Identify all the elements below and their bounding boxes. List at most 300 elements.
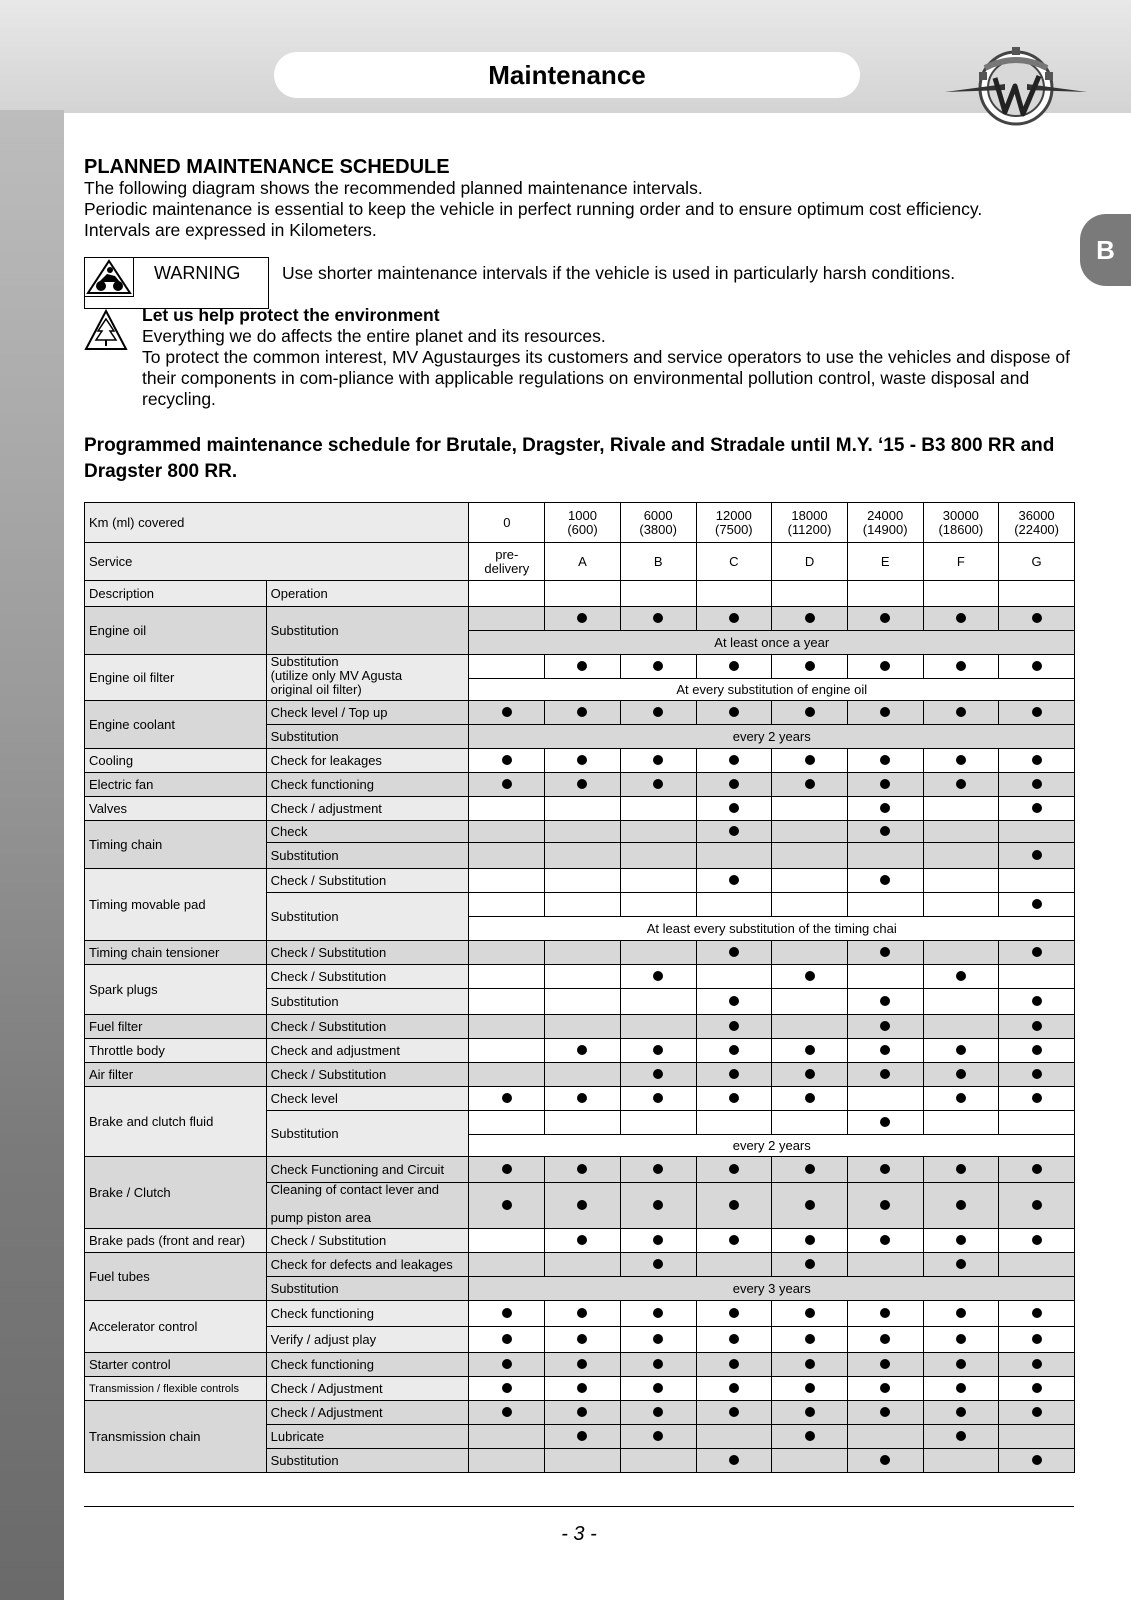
interval-cell-0 (469, 1301, 545, 1327)
interval-cell-6 (923, 1449, 999, 1473)
interval-cell-0 (469, 773, 545, 797)
check-dot-icon (880, 1235, 890, 1245)
interval-cell-1 (545, 1229, 621, 1253)
interval-cell-6 (923, 655, 999, 679)
check-dot-icon (577, 1359, 587, 1369)
check-dot-icon (577, 779, 587, 789)
interval-cell-3 (696, 1401, 772, 1425)
interval-cell-4 (772, 965, 848, 989)
check-dot-icon (729, 1021, 739, 1031)
warning-label: WARNING (154, 263, 241, 283)
service-col-7: G (999, 543, 1075, 581)
interval-cell-2 (620, 869, 696, 893)
interval-cell-1 (545, 655, 621, 679)
interval-cell-0 (469, 1327, 545, 1353)
table-row (85, 1063, 1075, 1087)
row-description: Brake and clutch fluid (85, 1087, 267, 1157)
interval-cell-4 (772, 989, 848, 1015)
interval-cell-0 (469, 1157, 545, 1183)
check-dot-icon (956, 1431, 966, 1441)
interval-cell-7 (999, 797, 1075, 821)
check-dot-icon (577, 755, 587, 765)
check-dot-icon (502, 707, 512, 717)
check-dot-icon (653, 661, 663, 671)
check-dot-icon (956, 755, 966, 765)
table-row (85, 869, 1075, 893)
interval-cell-3 (696, 1157, 772, 1183)
interval-cell-1 (545, 1401, 621, 1425)
interval-cell-6 (923, 989, 999, 1015)
interval-cell-7 (999, 843, 1075, 869)
interval-cell-1 (545, 1157, 621, 1183)
table-row (85, 1157, 1075, 1183)
interval-cell-7 (999, 701, 1075, 725)
table-row (85, 773, 1075, 797)
interval-cell-3 (696, 893, 772, 917)
row-description: Valves (85, 797, 267, 821)
check-dot-icon (502, 1334, 512, 1344)
check-dot-icon (956, 661, 966, 671)
interval-cell-6 (923, 821, 999, 843)
row-operation: Check (266, 821, 469, 843)
interval-cell-5 (847, 607, 923, 631)
service-col-0: pre- delivery (469, 543, 545, 581)
check-dot-icon (805, 1383, 815, 1393)
interval-cell-5 (847, 701, 923, 725)
check-dot-icon (880, 1045, 890, 1055)
check-dot-icon (729, 996, 739, 1006)
empty-cell (696, 581, 772, 607)
interval-cell-3 (696, 797, 772, 821)
interval-cell-3 (696, 843, 772, 869)
interval-cell-0 (469, 1253, 545, 1277)
section-heading: PLANNED MAINTENANCE SCHEDULE (84, 156, 450, 178)
check-dot-icon (880, 1069, 890, 1079)
check-dot-icon (805, 1069, 815, 1079)
left-sidebar-band (0, 110, 64, 1600)
check-dot-icon (1032, 661, 1042, 671)
table-row (85, 965, 1075, 989)
row-operation: Check Functioning and Circuit (266, 1157, 469, 1183)
check-dot-icon (956, 1045, 966, 1055)
interval-cell-6 (923, 607, 999, 631)
row-operation: Substitution (266, 607, 469, 655)
check-dot-icon (577, 661, 587, 671)
warning-notice (84, 257, 1074, 309)
interval-cell-5 (847, 941, 923, 965)
interval-cell-2 (620, 1087, 696, 1111)
interval-note: At least every substitution of the timing chai (469, 917, 1075, 941)
interval-cell-7 (999, 989, 1075, 1015)
interval-cell-7 (999, 869, 1075, 893)
check-dot-icon (880, 779, 890, 789)
check-dot-icon (880, 826, 890, 836)
check-dot-icon (729, 613, 739, 623)
row-operation: Check functioning (266, 1353, 469, 1377)
interval-cell-6 (923, 843, 999, 869)
environment-notice (84, 305, 1074, 410)
mv-agusta-logo-icon (945, 42, 1087, 138)
interval-cell-7 (999, 1301, 1075, 1327)
interval-cell-6 (923, 1183, 999, 1229)
check-dot-icon (502, 1308, 512, 1318)
interval-cell-3 (696, 1229, 772, 1253)
interval-cell-3 (696, 989, 772, 1015)
row-operation: Check / adjustment (266, 797, 469, 821)
interval-cell-0 (469, 869, 545, 893)
row-operation: Substitution (266, 1449, 469, 1473)
check-dot-icon (653, 779, 663, 789)
check-dot-icon (653, 1045, 663, 1055)
check-dot-icon (805, 661, 815, 671)
interval-cell-2 (620, 1377, 696, 1401)
check-dot-icon (1032, 1200, 1042, 1210)
row-operation: Check / Substitution (266, 1229, 469, 1253)
interval-cell-1 (545, 941, 621, 965)
check-dot-icon (805, 1431, 815, 1441)
interval-cell-0 (469, 1425, 545, 1449)
interval-cell-1 (545, 1063, 621, 1087)
interval-cell-6 (923, 941, 999, 965)
check-dot-icon (805, 1259, 815, 1269)
interval-cell-1 (545, 1087, 621, 1111)
interval-cell-0 (469, 965, 545, 989)
interval-cell-7 (999, 1229, 1075, 1253)
interval-cell-3 (696, 1087, 772, 1111)
check-dot-icon (653, 1359, 663, 1369)
interval-cell-0 (469, 1183, 545, 1229)
check-dot-icon (653, 1235, 663, 1245)
row-description: Engine oil filter (85, 655, 267, 701)
interval-cell-1 (545, 773, 621, 797)
interval-cell-6 (923, 1253, 999, 1277)
interval-cell-7 (999, 893, 1075, 917)
interval-cell-3 (696, 1377, 772, 1401)
interval-cell-4 (772, 1377, 848, 1401)
check-dot-icon (880, 875, 890, 885)
interval-cell-4 (772, 1301, 848, 1327)
interval-cell-1 (545, 821, 621, 843)
interval-cell-7 (999, 1449, 1075, 1473)
check-dot-icon (1032, 1359, 1042, 1369)
interval-cell-3 (696, 1183, 772, 1229)
interval-cell-5 (847, 1229, 923, 1253)
interval-cell-7 (999, 1353, 1075, 1377)
interval-cell-2 (620, 1253, 696, 1277)
interval-cell-3 (696, 1327, 772, 1353)
interval-cell-1 (545, 797, 621, 821)
interval-cell-2 (620, 749, 696, 773)
check-dot-icon (805, 1308, 815, 1318)
interval-cell-2 (620, 773, 696, 797)
row-description: Timing chain tensioner (85, 941, 267, 965)
row-description: Transmission chain (85, 1401, 267, 1473)
check-dot-icon (880, 1021, 890, 1031)
interval-cell-2 (620, 843, 696, 869)
interval-cell-0 (469, 941, 545, 965)
table-row (85, 1253, 1075, 1277)
check-dot-icon (805, 707, 815, 717)
check-dot-icon (880, 803, 890, 813)
interval-cell-3 (696, 1063, 772, 1087)
check-dot-icon (1032, 1308, 1042, 1318)
km-col-7: 36000 (22400) (999, 503, 1075, 543)
interval-cell-5 (847, 655, 923, 679)
interval-cell-7 (999, 1401, 1075, 1425)
check-dot-icon (1032, 755, 1042, 765)
interval-cell-4 (772, 1353, 848, 1377)
interval-cell-5 (847, 1425, 923, 1449)
check-dot-icon (1032, 1164, 1042, 1174)
check-dot-icon (729, 1235, 739, 1245)
check-dot-icon (880, 1200, 890, 1210)
table-row (85, 821, 1075, 843)
interval-cell-6 (923, 701, 999, 725)
interval-cell-3 (696, 773, 772, 797)
interval-cell-3 (696, 607, 772, 631)
interval-cell-1 (545, 1183, 621, 1229)
check-dot-icon (653, 1334, 663, 1344)
interval-cell-3 (696, 821, 772, 843)
km-covered-label: Km (ml) covered (85, 503, 469, 543)
table-row (85, 749, 1075, 773)
environment-title: Let us help protect the environment (142, 305, 440, 325)
interval-cell-4 (772, 1401, 848, 1425)
check-dot-icon (1032, 1021, 1042, 1031)
interval-cell-0 (469, 821, 545, 843)
check-dot-icon (956, 1235, 966, 1245)
interval-cell-5 (847, 1253, 923, 1277)
interval-cell-7 (999, 1377, 1075, 1401)
interval-cell-7 (999, 607, 1075, 631)
interval-cell-5 (847, 1401, 923, 1425)
service-col-1: A (545, 543, 621, 581)
interval-cell-7 (999, 1039, 1075, 1063)
interval-cell-1 (545, 1327, 621, 1353)
check-dot-icon (502, 779, 512, 789)
interval-cell-4 (772, 843, 848, 869)
row-description: Fuel filter (85, 1015, 267, 1039)
service-col-2: B (620, 543, 696, 581)
interval-cell-7 (999, 965, 1075, 989)
check-dot-icon (880, 1383, 890, 1393)
row-description: Fuel tubes (85, 1253, 267, 1301)
row-operation: Check / Substitution (266, 1015, 469, 1039)
check-dot-icon (729, 1383, 739, 1393)
table-row (85, 1039, 1075, 1063)
check-dot-icon (502, 1093, 512, 1103)
check-dot-icon (1032, 1045, 1042, 1055)
check-dot-icon (577, 1407, 587, 1417)
row-operation: Check / Substitution (266, 869, 469, 893)
interval-cell-4 (772, 701, 848, 725)
table-row (85, 1087, 1075, 1111)
check-dot-icon (880, 996, 890, 1006)
check-dot-icon (729, 1200, 739, 1210)
interval-cell-0 (469, 655, 545, 679)
interval-cell-3 (696, 749, 772, 773)
interval-cell-7 (999, 1327, 1075, 1353)
interval-cell-2 (620, 1425, 696, 1449)
check-dot-icon (805, 1407, 815, 1417)
interval-cell-3 (696, 1015, 772, 1039)
interval-cell-4 (772, 773, 848, 797)
check-dot-icon (577, 613, 587, 623)
interval-cell-0 (469, 701, 545, 725)
km-col-2: 6000 (3800) (620, 503, 696, 543)
interval-cell-1 (545, 1425, 621, 1449)
check-dot-icon (805, 1334, 815, 1344)
empty-cell (620, 581, 696, 607)
check-dot-icon (729, 803, 739, 813)
interval-cell-7 (999, 1425, 1075, 1449)
check-dot-icon (502, 1359, 512, 1369)
check-dot-icon (729, 661, 739, 671)
interval-cell-5 (847, 843, 923, 869)
check-dot-icon (880, 613, 890, 623)
interval-cell-6 (923, 965, 999, 989)
row-operation: Check / Adjustment (266, 1401, 469, 1425)
km-col-0: 0 (469, 503, 545, 543)
check-dot-icon (956, 1200, 966, 1210)
check-dot-icon (880, 661, 890, 671)
check-dot-icon (577, 1093, 587, 1103)
check-dot-icon (653, 1164, 663, 1174)
interval-cell-4 (772, 1039, 848, 1063)
interval-cell-5 (847, 1353, 923, 1377)
interval-cell-3 (696, 1253, 772, 1277)
row-operation: Check and adjustment (266, 1039, 469, 1063)
interval-cell-2 (620, 1183, 696, 1229)
interval-note: every 3 years (469, 1277, 1075, 1301)
check-dot-icon (653, 1069, 663, 1079)
environment-text-2: To protect the common interest, MV Agustaurges its customers and service operators to use the vehicles and dispose of their components in com-pliance with applicable regulations on environmental pollution control, waste disposal and recycling. (142, 347, 1070, 409)
row-operation: Substitution (266, 893, 469, 941)
interval-cell-4 (772, 941, 848, 965)
interval-cell-6 (923, 1157, 999, 1183)
check-dot-icon (1032, 613, 1042, 623)
check-dot-icon (729, 707, 739, 717)
interval-cell-5 (847, 1377, 923, 1401)
schedule-title: Programmed maintenance schedule for Brutale, Dragster, Rivale and Stradale until M.Y. ‘15 - B3 800 RR and Dragster 800 RR. (84, 435, 1055, 482)
check-dot-icon (653, 1383, 663, 1393)
interval-cell-5 (847, 821, 923, 843)
row-operation: Substitution (utilize only MV Agusta original oil filter) (266, 655, 469, 701)
check-dot-icon (729, 1407, 739, 1417)
tree-environment-icon (84, 309, 128, 353)
row-operation: Substitution (266, 989, 469, 1015)
check-dot-icon (956, 1407, 966, 1417)
interval-cell-3 (696, 965, 772, 989)
check-dot-icon (577, 1235, 587, 1245)
check-dot-icon (577, 707, 587, 717)
check-dot-icon (1032, 899, 1042, 909)
interval-cell-0 (469, 607, 545, 631)
check-dot-icon (805, 1093, 815, 1103)
check-dot-icon (729, 947, 739, 957)
check-dot-icon (956, 1093, 966, 1103)
row-description: Brake pads (front and rear) (85, 1229, 267, 1253)
empty-cell (999, 581, 1075, 607)
page-title: Maintenance (274, 52, 860, 98)
check-dot-icon (653, 755, 663, 765)
interval-note: At least once a year (469, 631, 1075, 655)
interval-cell-2 (620, 941, 696, 965)
interval-cell-2 (620, 1111, 696, 1135)
interval-cell-0 (469, 1063, 545, 1087)
service-col-3: C (696, 543, 772, 581)
check-dot-icon (729, 1359, 739, 1369)
check-dot-icon (880, 1164, 890, 1174)
interval-cell-2 (620, 1039, 696, 1063)
interval-cell-5 (847, 1301, 923, 1327)
interval-cell-0 (469, 1229, 545, 1253)
interval-cell-7 (999, 1183, 1075, 1229)
interval-cell-7 (999, 1253, 1075, 1277)
check-dot-icon (729, 755, 739, 765)
interval-cell-3 (696, 1111, 772, 1135)
check-dot-icon (805, 755, 815, 765)
row-operation: Verify / adjust play (266, 1327, 469, 1353)
check-dot-icon (956, 1383, 966, 1393)
interval-cell-2 (620, 701, 696, 725)
km-col-5: 24000 (14900) (847, 503, 923, 543)
interval-cell-0 (469, 1353, 545, 1377)
check-dot-icon (1032, 947, 1042, 957)
interval-cell-2 (620, 1401, 696, 1425)
row-description: Accelerator control (85, 1301, 267, 1353)
check-dot-icon (729, 1045, 739, 1055)
row-description: Transmission / flexible controls (85, 1377, 267, 1401)
check-dot-icon (729, 826, 739, 836)
interval-cell-4 (772, 1063, 848, 1087)
interval-cell-3 (696, 655, 772, 679)
interval-cell-4 (772, 893, 848, 917)
empty-cell (772, 581, 848, 607)
interval-cell-4 (772, 749, 848, 773)
interval-cell-4 (772, 821, 848, 843)
interval-cell-0 (469, 1401, 545, 1425)
row-description: Air filter (85, 1063, 267, 1087)
intro-line-2: Periodic maintenance is essential to keep the vehicle in perfect running order and to ensure optimum cost efficiency. (84, 199, 983, 219)
row-operation: Lubricate (266, 1425, 469, 1449)
empty-cell (847, 581, 923, 607)
interval-cell-6 (923, 749, 999, 773)
interval-cell-0 (469, 1087, 545, 1111)
section-tab-b[interactable]: B (1080, 214, 1131, 286)
interval-cell-1 (545, 893, 621, 917)
interval-cell-6 (923, 1063, 999, 1087)
table-row (85, 607, 1075, 631)
row-operation: Check level (266, 1087, 469, 1111)
intro-section (84, 156, 1074, 241)
interval-note: At every substitution of engine oil (469, 679, 1075, 701)
interval-cell-6 (923, 1401, 999, 1425)
check-dot-icon (956, 779, 966, 789)
interval-cell-4 (772, 1157, 848, 1183)
table-row (85, 655, 1075, 679)
table-row (85, 1015, 1075, 1039)
interval-cell-5 (847, 1183, 923, 1229)
table-row (85, 1229, 1075, 1253)
interval-cell-6 (923, 1039, 999, 1063)
interval-cell-4 (772, 1015, 848, 1039)
check-dot-icon (956, 1259, 966, 1269)
interval-cell-4 (772, 607, 848, 631)
check-dot-icon (956, 1308, 966, 1318)
check-dot-icon (956, 613, 966, 623)
check-dot-icon (653, 707, 663, 717)
